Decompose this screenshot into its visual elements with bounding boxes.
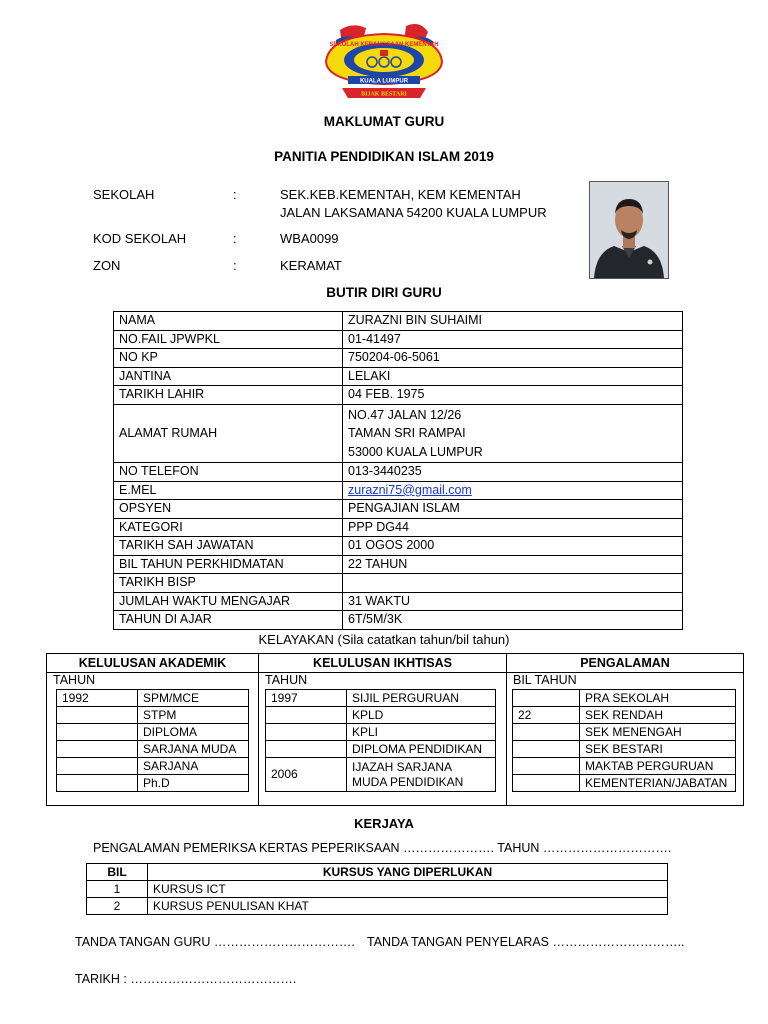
teacher-photo (589, 181, 669, 279)
name-cell: SPM/MCE (138, 690, 249, 707)
row-value: PPP DG44 (343, 518, 683, 537)
table-row (57, 775, 249, 792)
name-cell: SEK RENDAH (580, 707, 736, 724)
row-value (343, 481, 683, 500)
sekolah-colon: : (233, 187, 237, 202)
row-label: TARIKH BISP (114, 574, 343, 593)
table-row (513, 707, 736, 724)
row-value: 01 OGOS 2000 (343, 537, 683, 556)
address-value (343, 404, 683, 463)
year-cell (57, 758, 138, 775)
name-cell: KPLD (347, 707, 496, 724)
table-row (114, 611, 683, 630)
year-cell: 1997 (266, 690, 347, 707)
row-value: 750204-06-5061 (343, 349, 683, 368)
table-row (266, 690, 496, 707)
table-row (114, 404, 683, 463)
name-cell: SEK MENENGAH (580, 724, 736, 741)
pengalaman-heading: PENGALAMAN (507, 654, 743, 673)
table-row (114, 481, 683, 500)
zon-colon: : (233, 258, 237, 273)
table-row (114, 537, 683, 556)
table-row (513, 775, 736, 792)
ikhtisas-table (265, 689, 496, 792)
page-title: MAKLUMAT GURU (323, 114, 445, 129)
row-label: NO KP (114, 349, 343, 368)
name-cell: MAKTAB PERGURUAN (580, 758, 736, 775)
row-label: TARIKH SAH JAWATAN (114, 537, 343, 556)
email-link[interactable]: zurazni75@gmail.com (348, 482, 472, 497)
table-row (87, 898, 668, 915)
year-cell (513, 724, 580, 741)
row-label: NO TELEFON (114, 463, 343, 482)
table-row (57, 741, 249, 758)
table-row (57, 758, 249, 775)
year-cell (57, 741, 138, 758)
table-row (266, 758, 496, 792)
table-row (114, 312, 683, 331)
pemeriksa-line: PENGALAMAN PEMERIKSA KERTAS PEPERIKSAAN …………………. TAHUN …………………………. (93, 841, 672, 855)
name-cell: STPM (138, 707, 249, 724)
row-value: 04 FEB. 1975 (343, 386, 683, 405)
year-cell (57, 724, 138, 741)
address-line-2: TAMAN SRI RAMPAI (348, 426, 466, 440)
kelayakan-box (46, 653, 744, 806)
year-cell (513, 775, 580, 792)
logo-motto: BIJAK BESTARI (361, 91, 407, 98)
row-label: JUMLAH WAKTU MENGAJAR (114, 592, 343, 611)
year-cell: 2006 (266, 758, 347, 792)
sekolah-label: SEKOLAH (93, 187, 155, 202)
sekolah-value (280, 186, 547, 222)
kelayakan-title: KELAYAKAN (Sila catatkan tahun/bil tahun) (258, 632, 510, 647)
table-row (266, 707, 496, 724)
logo-arc-text: SEKOLAH KEBANGSAAN KEMENTAH (329, 42, 439, 48)
akademik-heading: KELULUSAN AKADEMIK (47, 654, 258, 673)
ikhtisas-sub: TAHUN (265, 673, 308, 687)
address-line-3: 53000 KUALA LUMPUR (348, 444, 483, 459)
name-cell: SARJANA MUDA (138, 741, 249, 758)
row-label: TAHUN DI AJAR (114, 611, 343, 630)
name-cell: DIPLOMA (138, 724, 249, 741)
name-cell (347, 758, 496, 792)
zon-value: KERAMAT (280, 258, 342, 273)
name-cell: SARJANA (138, 758, 249, 775)
pengalaman-table (512, 689, 736, 792)
table-row (114, 330, 683, 349)
logo-band-text: KUALA LUMPUR (359, 78, 409, 85)
tanda-tangan-penyelaras: TANDA TANGAN PENYELARAS ………………………….. (367, 935, 685, 949)
table-row (513, 741, 736, 758)
year-cell (266, 724, 347, 741)
table-row (513, 690, 736, 707)
row-value (343, 574, 683, 593)
bil-header: BIL (87, 864, 148, 881)
row-value: 31 WAKTU (343, 592, 683, 611)
kerjaya-title: KERJAYA (354, 816, 414, 831)
name-cell: PRA SEKOLAH (580, 690, 736, 707)
table-row (57, 724, 249, 741)
table-row (114, 463, 683, 482)
row-label: BIL TAHUN PERKHIDMATAN (114, 555, 343, 574)
tanda-tangan-guru: TANDA TANGAN GURU ……………………………. (75, 935, 355, 949)
table-row (57, 690, 249, 707)
table-row (513, 758, 736, 775)
table-row (114, 367, 683, 386)
name-cell: DIPLOMA PENDIDIKAN (347, 741, 496, 758)
kursus-cell: KURSUS PENULISAN KHAT (148, 898, 668, 915)
table-row (266, 724, 496, 741)
row-label: KATEGORI (114, 518, 343, 537)
year-cell (266, 741, 347, 758)
year-cell (513, 758, 580, 775)
column-divider (258, 654, 259, 805)
row-label: NAMA (114, 312, 343, 331)
year-cell: 22 (513, 707, 580, 724)
name-cell: SIJIL PERGURUAN (347, 690, 496, 707)
table-row (114, 518, 683, 537)
table-row (114, 574, 683, 593)
year-cell: 1992 (57, 690, 138, 707)
table-row (87, 864, 668, 881)
bil-cell: 1 (87, 881, 148, 898)
table-row (57, 707, 249, 724)
table-row (114, 500, 683, 519)
row-value: 01-41497 (343, 330, 683, 349)
sekolah-line-1: SEK.KEB.KEMENTAH, KEM KEMENTAH (280, 187, 521, 202)
table-row (114, 592, 683, 611)
page-subtitle: PANITIA PENDIDIKAN ISLAM 2019 (274, 149, 494, 164)
table-row (114, 386, 683, 405)
row-label: JANTINA (114, 367, 343, 386)
row-value: PENGAJIAN ISLAM (343, 500, 683, 519)
row-value: 6T/5M/3K (343, 611, 683, 630)
table-row (513, 724, 736, 741)
pengalaman-sub: BIL TAHUN (513, 673, 577, 687)
akademik-sub: TAHUN (53, 673, 96, 687)
column-divider (506, 654, 507, 805)
zon-label: ZON (93, 258, 121, 273)
name-cell: Ph.D (138, 775, 249, 792)
table-row (114, 349, 683, 368)
ikhtisas-heading: KELULUSAN IKHTISAS (259, 654, 506, 673)
bil-cell: 2 (87, 898, 148, 915)
row-value: ZURAZNI BIN SUHAIMI (343, 312, 683, 331)
row-label: OPSYEN (114, 500, 343, 519)
akademik-table (56, 689, 249, 792)
row-value: LELAKI (343, 367, 683, 386)
name-cell: KEMENTERIAN/JABATAN (580, 775, 736, 792)
kursus-cell: KURSUS ICT (148, 881, 668, 898)
kod-sekolah-colon: : (233, 231, 237, 246)
sekolah-line-2: JALAN LAKSAMANA 54200 KUALA LUMPUR (280, 205, 547, 220)
row-value: 013-3440235 (343, 463, 683, 482)
row-label: ALAMAT RUMAH (114, 404, 343, 463)
kursus-header: KURSUS YANG DIPERLUKAN (148, 864, 668, 881)
year-cell (513, 741, 580, 758)
butir-title: BUTIR DIRI GURU (326, 285, 442, 300)
tarikh-line: TARIKH : …………………………………. (75, 972, 297, 986)
name-cell: SEK BESTARI (580, 741, 736, 758)
year-cell (57, 775, 138, 792)
school-logo (322, 22, 446, 102)
kod-sekolah-value: WBA0099 (280, 231, 339, 246)
ijazah-line-2: MUDA PENDIDIKAN (352, 774, 464, 789)
table-row (266, 741, 496, 758)
table-row (114, 555, 683, 574)
butir-diri-table (113, 311, 683, 630)
kod-sekolah-label: KOD SEKOLAH (93, 231, 187, 246)
ijazah-line-1: IJAZAH SARJANA (352, 759, 453, 774)
year-cell (266, 707, 347, 724)
kursus-table (86, 863, 668, 915)
year-cell (513, 690, 580, 707)
row-label: E.MEL (114, 481, 343, 500)
row-value: 22 TAHUN (343, 555, 683, 574)
year-cell (57, 707, 138, 724)
address-line-1: NO.47 JALAN 12/26 (348, 407, 462, 422)
name-cell: KPLI (347, 724, 496, 741)
row-label: NO.FAIL JPWPKL (114, 330, 343, 349)
row-label: TARIKH LAHIR (114, 386, 343, 405)
table-row (87, 881, 668, 898)
